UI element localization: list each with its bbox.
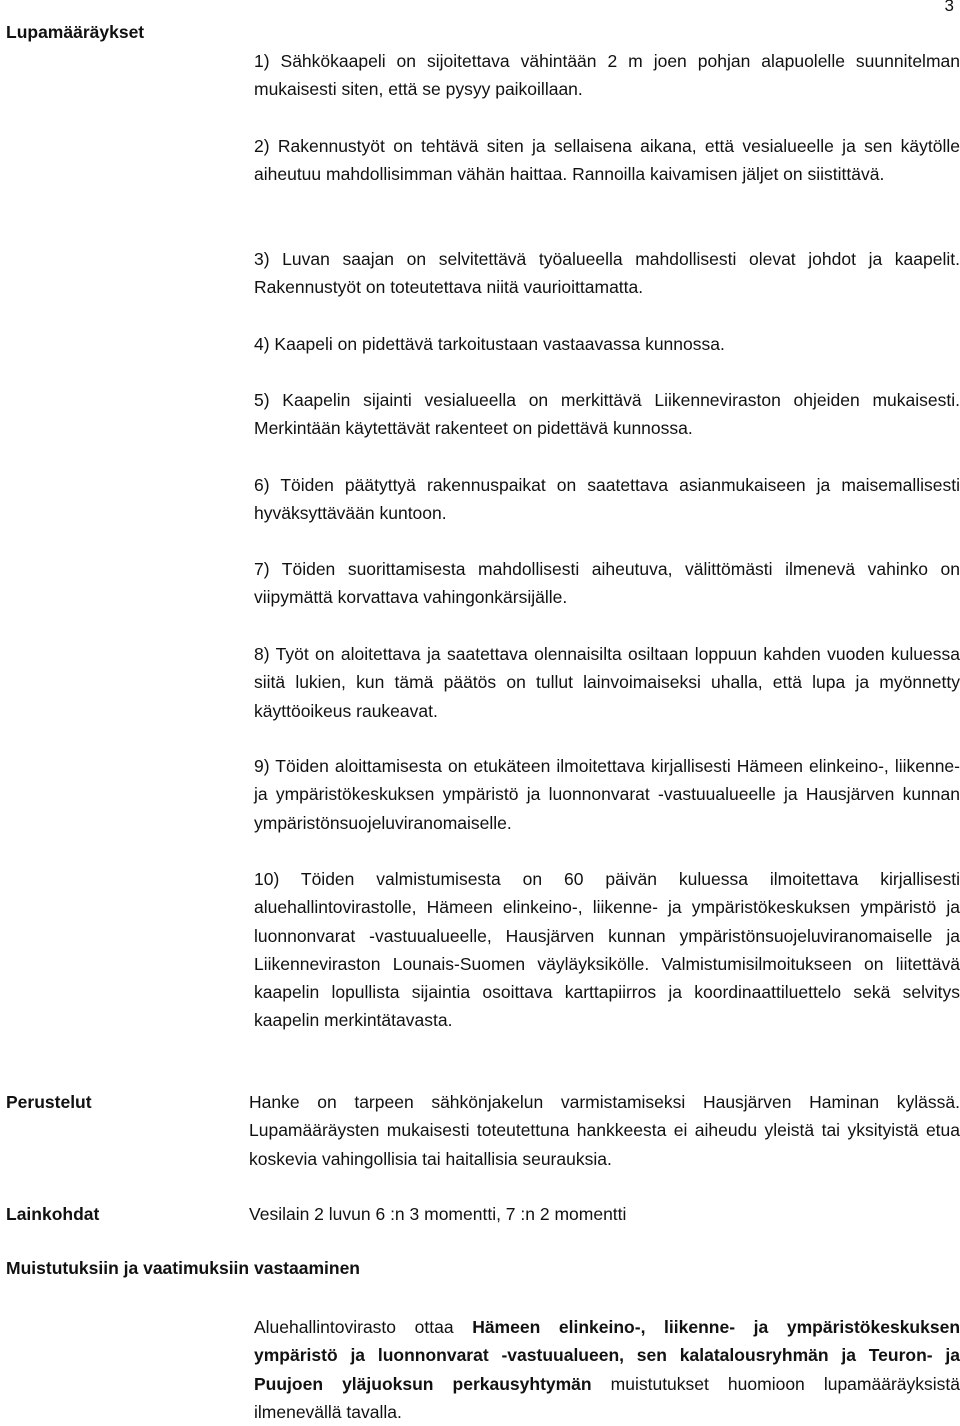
condition-text: 6) Töiden päätyttyä rakennuspaikat on saatettava asianmukaiseen ja maisemallisesti hyväksyttävään kuntoon. [254, 475, 960, 524]
condition-item-7 [254, 555, 960, 612]
condition-text: 8) Työt on aloitettava ja saatettava olennaisilta osiltaan loppuun kahden vuoden kuluessa siitä lukien, kun tämä päätös on tullut lainvoimaiseksi uhalla, että lupa ja myönnetty käyttöoikeus raukeavat. [254, 644, 960, 721]
condition-item-4 [254, 330, 960, 358]
condition-item-2 [254, 132, 960, 189]
condition-item-5 [254, 386, 960, 443]
condition-text: 2) Rakennustyöt on tehtävä siten ja sellaisena aikana, että vesialueelle ja sen käytölle aiheutuu mahdollisimman vähän haittaa. Rannoilla kaivamisen jäljet on siistittävä. [254, 136, 960, 185]
condition-item-6 [254, 471, 960, 528]
perustelut-paragraph: Hanke on tarpeen sähkönjakelun varmistamiseksi Hausjärven Haminan kylässä. Lupamääräysten mukaisesti toteutettuna hankkeesta ei aiheudu yleistä tai yksityistä etua koskevia vahingollisia tai haitallisia seurauksia. [249, 1092, 960, 1169]
condition-item-1 [254, 47, 960, 104]
condition-item-3 [254, 245, 960, 302]
lainkohdat-text [249, 1200, 960, 1228]
condition-item-9 [254, 752, 960, 837]
remarks-text-end: muistutukset huomioon lupamääräyksistä ilmenevällä tavalla. [254, 1373, 960, 1422]
condition-text: 3) Luvan saajan on selvitettävä työalueella mahdollisesti olevat johdot ja kaapelit. Rakennustyöt on toteutettava niitä vaurioittamatta. [254, 249, 960, 298]
page-number: 3 [944, 0, 954, 15]
muistutukset-text [254, 1313, 960, 1426]
section-label-lupamaaraykset: Lupamääräykset [6, 22, 145, 42]
section-label-perustelut: Perustelut [6, 1092, 92, 1112]
condition-text: 7) Töiden suorittamisesta mahdollisesti aiheutuva, välittömästi ilmenevä vahinko on viipymättä korvattava vahingonkärsijälle. [254, 559, 960, 608]
condition-text: 10) Töiden valmistumisesta on 60 päivän kuluessa ilmoitettava kirjallisesti aluehallintovirastolle, Hämeen elinkeino-, liikenne- ja ympäristökeskuksen ympäristö ja luonnonvarat -vastuualueelle, Hausjärven kunnan ympäristönsuojeluviranomaiselle ja Liikenneviraston Lounais-Suomen väyläyksikölle. Valmistumisilmoitukseen on liitettävä kaapelin lopullista sijaintia osoittava karttapiirros ja koordinaattiluettelo sekä selvitys kaapelin merkintätavasta. [254, 869, 960, 1031]
condition-item-10 [254, 865, 960, 1035]
section-label-lainkohdat: Lainkohdat [6, 1204, 100, 1224]
condition-text: 5) Kaapelin sijainti vesialueella on merkittävä Liikenneviraston ohjeiden mukaisesti. Merkintään käytettävät rakenteet on pidettävä kunnossa. [254, 390, 960, 439]
section-heading-muistutukset: Muistutuksiin ja vaatimuksiin vastaaminen [6, 1258, 360, 1278]
remarks-text-bold: Hämeen elinkeino-, liikenne- ja ympäristökeskuksen ympäristö ja luonnonvarat -vastuualueen, sen kalatalousryhmän ja Teuron- ja Puujoen yläjuoksun perkausyhtymän [254, 1317, 960, 1394]
lainkohdat-paragraph: Vesilain 2 luvun 6 :n 3 momentti, 7 :n 2 momentti [249, 1204, 627, 1224]
remarks-text-start: Aluehallintovirasto ottaa [254, 1317, 473, 1337]
condition-text: 9) Töiden aloittamisesta on etukäteen ilmoitettava kirjallisesti Hämeen elinkeino-, liikenne- ja ympäristökeskuksen ympäristö ja luonnonvarat -vastuualueelle ja Hausjärven kunnan ympäristönsuojeluviranomaiselle. [254, 756, 960, 833]
condition-item-8 [254, 640, 960, 725]
perustelut-text [249, 1088, 960, 1173]
condition-text: 4) Kaapeli on pidettävä tarkoitustaan vastaavassa kunnossa. [254, 334, 725, 354]
condition-text: 1) Sähkökaapeli on sijoitettava vähintään 2 m joen pohjan alapuolelle suunnitelman mukaisesti siten, että se pysyy paikoillaan. [254, 51, 960, 100]
